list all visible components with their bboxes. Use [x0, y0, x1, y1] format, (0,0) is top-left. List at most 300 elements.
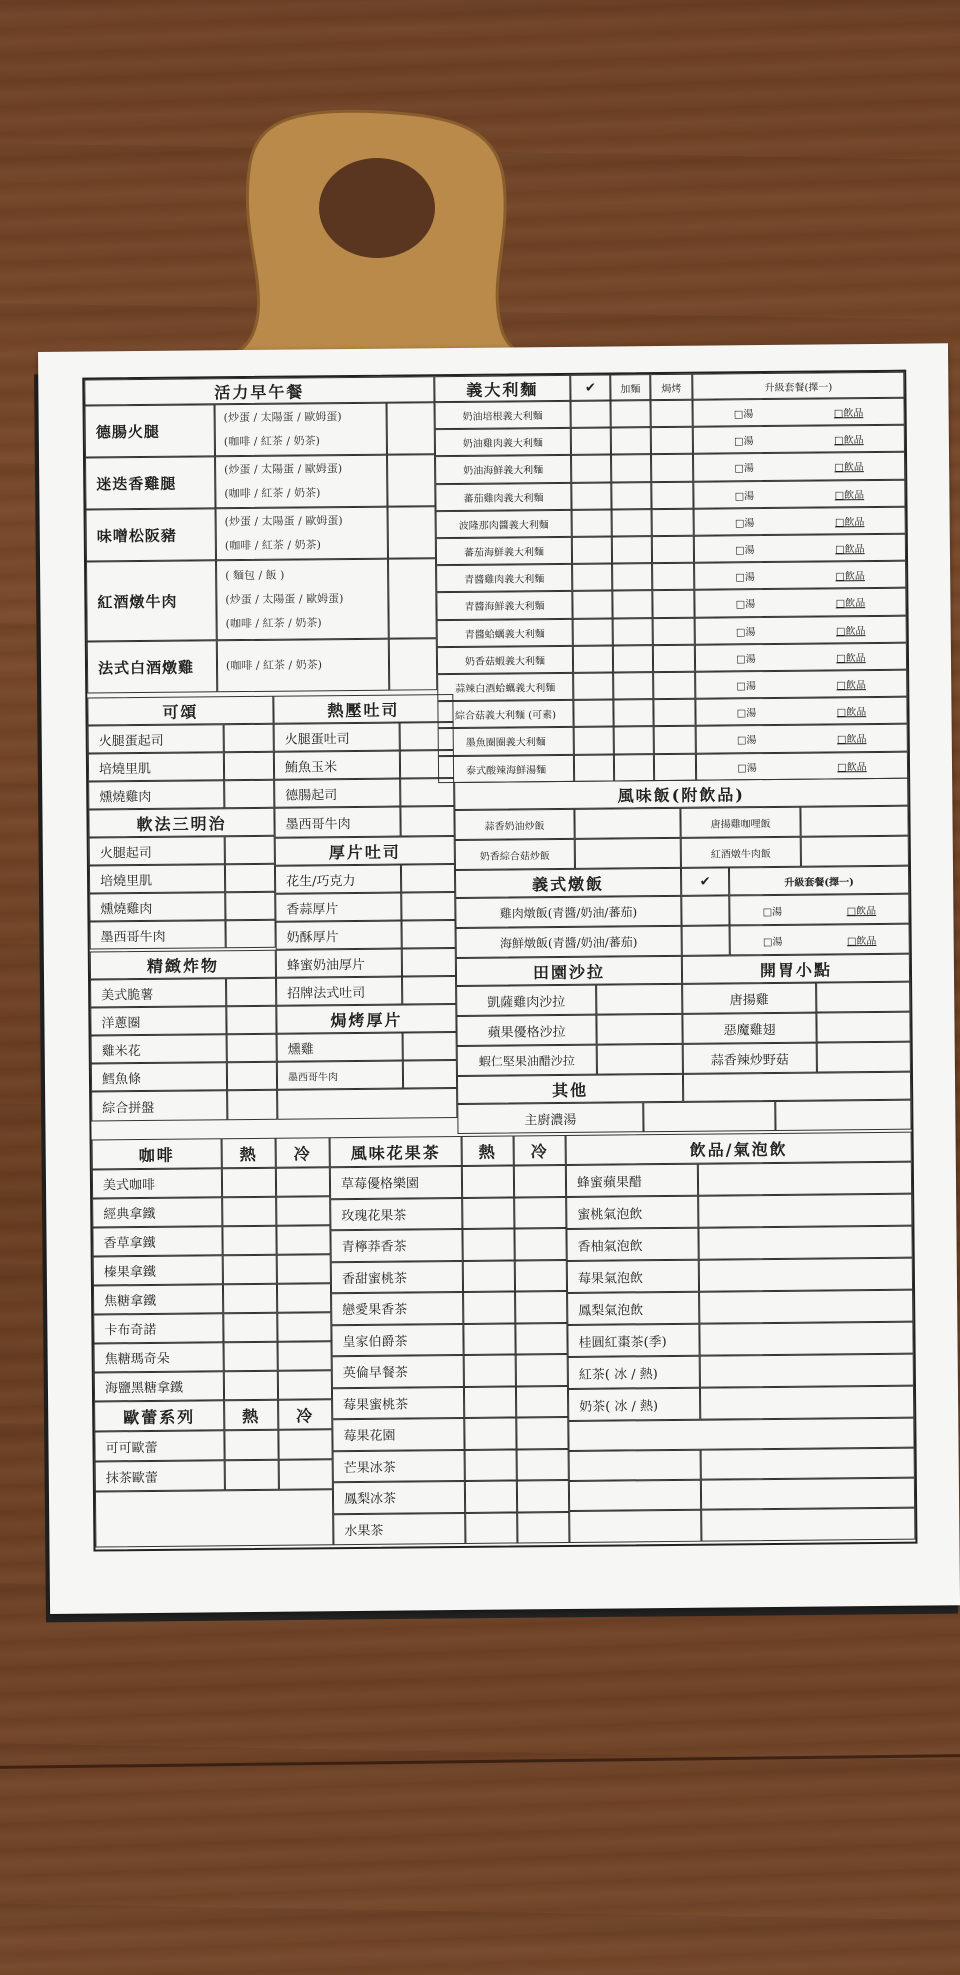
- hot-qty-cell[interactable]: [463, 1291, 515, 1323]
- baked-thick-item: 燻雞: [277, 1033, 403, 1062]
- fruit-tea-item: 莓果蜜桃茶: [332, 1386, 464, 1419]
- fried-item: 綜合拼盤: [91, 1090, 227, 1121]
- baked-cell[interactable]: [652, 563, 694, 591]
- coffee-item: 香草拿鐵: [92, 1226, 222, 1256]
- breakfast-item-name: 法式白酒燉雞: [87, 640, 217, 693]
- baked-cell[interactable]: [653, 672, 695, 700]
- thick-item: 花生/巧克力: [275, 865, 401, 894]
- hot-qty-cell[interactable]: [462, 1165, 514, 1197]
- add-noodle-cell[interactable]: [612, 509, 652, 537]
- cold-qty-cell[interactable]: [514, 1165, 566, 1197]
- pasta-item: 綜合菇義大利麵 (可素): [437, 700, 573, 728]
- drink-item: 蜂蜜蘋果醋: [566, 1164, 698, 1197]
- cold-qty-cell[interactable]: [516, 1417, 568, 1449]
- qty-cell[interactable]: [699, 1322, 913, 1356]
- baked-cell[interactable]: [651, 454, 693, 482]
- upgrade-options[interactable]: □湯 □飲品: [730, 924, 910, 956]
- fruit-tea-item: 莓果花園: [332, 1418, 464, 1451]
- qty-cell[interactable]: [403, 1060, 457, 1089]
- hot-qty-cell[interactable]: [464, 1417, 516, 1449]
- menu-paper: [38, 343, 960, 1614]
- hot-qty-cell[interactable]: [223, 1313, 277, 1343]
- qty-cell[interactable]: [699, 1258, 913, 1292]
- qty-cell[interactable]: [698, 1194, 912, 1228]
- baked-cell[interactable]: [653, 699, 695, 727]
- fruit-tea-item: 水果茶: [333, 1512, 465, 1545]
- check-cell[interactable]: [571, 428, 611, 456]
- thick-item: 奶酥厚片: [275, 921, 401, 950]
- qty-cell[interactable]: [817, 1042, 911, 1073]
- rice-item: 奶香綜合菇炒飯: [455, 839, 575, 870]
- drink-item: 桂圓紅棗茶(季): [567, 1324, 699, 1357]
- blank-cell: [569, 1510, 701, 1543]
- pasta-item: 青醬海鮮義大利麵: [436, 591, 572, 619]
- french-item: 墨西哥牛肉: [89, 920, 225, 949]
- blank-cell: [683, 1072, 911, 1102]
- salad-item: 蘋果優格沙拉: [456, 1015, 596, 1046]
- add-noodle-cell[interactable]: [612, 536, 652, 564]
- upgrade-options[interactable]: [693, 452, 905, 481]
- fruit-tea-header: 風味花果茶: [330, 1136, 462, 1167]
- check-cell[interactable]: [574, 754, 614, 782]
- qty-cell[interactable]: [596, 984, 682, 1015]
- soup-checkbox[interactable]: □湯: [735, 545, 755, 557]
- qty-cell[interactable]: [816, 1012, 910, 1043]
- qty-cell[interactable]: [227, 1034, 277, 1062]
- coffee-col-cold: 冷: [276, 1137, 330, 1168]
- snack-item: 惡魔雞翅: [682, 1013, 816, 1044]
- hot-qty-cell[interactable]: [223, 1284, 277, 1314]
- croissant-header: 可頌: [87, 696, 273, 726]
- coffee-item: 美式咖啡: [92, 1168, 222, 1198]
- baked-thick-header: 焗烤厚片: [276, 1004, 456, 1034]
- upgrade-options[interactable]: [695, 615, 907, 644]
- breakfast-item-options: (炒蛋 / 太陽蛋 / 歐姆蛋) (咖啡 / 紅茶 / 奶茶): [216, 507, 388, 561]
- fruit-tea-item: 皇家伯爵茶: [331, 1323, 463, 1356]
- pasta-item: 波隆那肉醬義大利麵: [436, 510, 572, 538]
- breakfast-qty-cell[interactable]: [388, 506, 436, 558]
- qty-cell[interactable]: [225, 864, 275, 892]
- hot-qty-cell[interactable]: [224, 1430, 278, 1461]
- hotpress-item: 墨西哥牛肉: [274, 807, 400, 838]
- fruit-tea-item: 香甜蜜桃茶: [331, 1260, 463, 1293]
- qty-cell[interactable]: [227, 1090, 277, 1120]
- baked-cell[interactable]: [650, 400, 692, 428]
- cold-qty-cell[interactable]: [277, 1312, 331, 1342]
- qty-cell[interactable]: [698, 1162, 912, 1196]
- qty-cell[interactable]: [698, 1226, 912, 1260]
- drink-checkbox[interactable]: □飲品: [835, 598, 866, 610]
- croissant-item: 培燒里肌: [88, 752, 224, 781]
- add-noodle-cell[interactable]: [611, 482, 651, 510]
- thick-header: 厚片吐司: [275, 836, 455, 866]
- qty-cell[interactable]: [700, 1386, 914, 1420]
- blank-cell: [569, 1480, 701, 1511]
- soup-checkbox[interactable]: □湯: [733, 409, 754, 421]
- add-noodle-cell[interactable]: [613, 699, 653, 727]
- coffee-item: 海鹽黑糖拿鐵: [94, 1371, 224, 1401]
- check-cell[interactable]: [572, 564, 612, 592]
- add-noodle-cell[interactable]: [613, 618, 653, 646]
- upgrade-options[interactable]: □湯 □飲品: [729, 894, 909, 926]
- snack-item: 蒜香辣炒野菇: [683, 1043, 817, 1074]
- hot-qty-cell[interactable]: [464, 1354, 516, 1386]
- coffee-item: 焦糖瑪奇朵: [94, 1342, 224, 1372]
- qty-cell[interactable]: [400, 806, 454, 837]
- drink-checkbox[interactable]: □飲品: [834, 462, 864, 474]
- upgrade-options[interactable]: [695, 697, 907, 726]
- pasta-header: 義大利麵: [434, 375, 570, 402]
- hot-qty-cell[interactable]: [223, 1255, 277, 1285]
- check-cell[interactable]: [682, 925, 730, 955]
- upgrade-options[interactable]: [694, 588, 906, 617]
- baked-cell[interactable]: [654, 726, 696, 754]
- croissant-item: 燻燒雞肉: [88, 780, 224, 809]
- qty-cell[interactable]: [402, 948, 456, 977]
- hot-qty-cell[interactable]: [222, 1197, 276, 1227]
- orleans-col-cold: 冷: [278, 1399, 332, 1430]
- cold-qty-cell[interactable]: [278, 1429, 332, 1460]
- hot-qty-cell[interactable]: [462, 1228, 514, 1260]
- breakfast-item-options: (咖啡 / 紅茶 / 奶茶): [217, 639, 389, 693]
- fruit-tea-item: 鳳梨冰茶: [333, 1481, 465, 1514]
- croissant-item: 火腿蛋起司: [88, 724, 224, 753]
- blank-cell: [95, 1489, 334, 1547]
- check-cell[interactable]: [681, 895, 729, 925]
- add-noodle-cell[interactable]: [612, 591, 652, 619]
- qty-cell[interactable]: [643, 1101, 775, 1132]
- upgrade-options[interactable]: [694, 506, 906, 535]
- qty-cell[interactable]: [801, 836, 909, 867]
- soup-checkbox[interactable]: □湯: [734, 436, 754, 448]
- cold-qty-cell[interactable]: [515, 1291, 567, 1323]
- qty-cell[interactable]: [402, 976, 456, 1005]
- cold-qty-cell[interactable]: [278, 1341, 332, 1371]
- fruit-tea-item: 草莓優格樂園: [330, 1166, 462, 1199]
- baked-cell[interactable]: [653, 617, 695, 645]
- check-cell[interactable]: [572, 509, 612, 537]
- soup-checkbox[interactable]: □湯: [734, 490, 755, 503]
- soup-checkbox[interactable]: □湯: [735, 599, 756, 611]
- qty-cell[interactable]: [699, 1290, 913, 1324]
- check-cell[interactable]: [571, 455, 611, 483]
- add-noodle-cell[interactable]: [613, 672, 653, 700]
- pasta-col-baked: 焗烤: [650, 374, 692, 400]
- fruit-tea-item: 戀愛果香茶: [331, 1292, 463, 1325]
- qty-cell[interactable]: [226, 1006, 276, 1034]
- qty-cell[interactable]: [226, 978, 276, 1006]
- drink-checkbox[interactable]: □飲品: [837, 761, 867, 774]
- blank-cell: [701, 1478, 915, 1510]
- menu-order-sheet: [82, 370, 917, 1552]
- salad-item: 蝦仁堅果油醋沙拉: [457, 1045, 597, 1076]
- cold-qty-cell[interactable]: [276, 1167, 330, 1197]
- qty-cell[interactable]: [225, 836, 275, 864]
- hot-qty-cell[interactable]: [465, 1480, 517, 1512]
- add-noodle-cell[interactable]: [610, 400, 650, 428]
- add-noodle-cell[interactable]: [611, 427, 651, 455]
- add-noodle-cell[interactable]: [611, 455, 651, 483]
- drink-item: 奶茶( 冰 / 熱): [568, 1388, 700, 1421]
- pasta-item: 奶油雞肉義大利麵: [435, 428, 571, 456]
- soup-checkbox[interactable]: □湯: [735, 626, 756, 639]
- baked-cell[interactable]: [651, 481, 693, 509]
- others-header: 其他: [457, 1074, 683, 1104]
- pasta-item: 青醬雞肉義大利麵: [436, 564, 572, 592]
- soup-checkbox[interactable]: □湯: [736, 735, 757, 747]
- blank-cell: [277, 1088, 457, 1120]
- breakfast-item-options: ( 麵包 / 飯 ) (炒蛋 / 太陽蛋 / 歐姆蛋) (咖啡 / 紅茶 / 奶茶): [216, 559, 389, 641]
- add-noodle-cell[interactable]: [614, 754, 654, 782]
- pasta-item: 奶油培根義大利麵: [435, 401, 571, 429]
- pasta-col-upgrade: 升級套餐(擇一): [692, 372, 904, 400]
- drink-item: 莓果氣泡飲: [567, 1260, 699, 1293]
- qty-cell[interactable]: [574, 808, 680, 839]
- coffee-header: 咖啡: [92, 1138, 222, 1169]
- baked-cell[interactable]: [653, 645, 695, 673]
- drink-checkbox[interactable]: □飲品: [834, 516, 865, 529]
- soup-checkbox[interactable]: □湯: [735, 572, 755, 584]
- coffee-item: 卡布奇諾: [93, 1313, 223, 1343]
- drink-checkbox[interactable]: □飲品: [834, 489, 865, 502]
- check-cell[interactable]: [572, 591, 612, 619]
- hot-qty-cell[interactable]: [465, 1512, 517, 1544]
- breakfast-qty-cell[interactable]: [387, 454, 435, 506]
- pasta-item: 墨魚圈圈義大利麵: [438, 727, 574, 755]
- qty-cell[interactable]: [401, 892, 455, 921]
- hot-qty-cell[interactable]: [225, 1460, 279, 1491]
- drink-checkbox[interactable]: □飲品: [833, 408, 864, 420]
- cutting-board-handle: [80, 108, 640, 368]
- salad-header: 田園沙拉: [456, 956, 682, 986]
- qty-cell[interactable]: [401, 864, 455, 893]
- check-cell[interactable]: [572, 537, 612, 565]
- breakfast-item-name: 紅酒燉牛肉: [86, 560, 217, 641]
- thick-item: 招牌法式吐司: [276, 977, 402, 1006]
- thick-item: 香蒜厚片: [275, 893, 401, 922]
- baked-thick-item: 墨西哥牛肉: [277, 1061, 403, 1090]
- hot-qty-cell[interactable]: [465, 1449, 517, 1481]
- french-item: 燻燒雞肉: [89, 892, 225, 921]
- fruit-tea-item: 英倫早餐茶: [332, 1355, 464, 1388]
- hot-qty-cell[interactable]: [463, 1260, 515, 1292]
- soup-checkbox[interactable]: □湯: [736, 654, 756, 666]
- fried-item: 鱈魚條: [91, 1062, 227, 1091]
- qty-cell[interactable]: [225, 892, 275, 920]
- soup-checkbox[interactable]: □湯: [734, 518, 755, 530]
- qty-cell[interactable]: [227, 1062, 277, 1090]
- cold-qty-cell[interactable]: [517, 1480, 569, 1512]
- drink-item: 香柚氣泡飲: [566, 1228, 698, 1261]
- fried-header: 精緻炸物: [90, 950, 276, 980]
- upgrade-options[interactable]: [695, 670, 907, 699]
- hot-qty-cell[interactable]: [224, 1371, 278, 1401]
- soup-checkbox[interactable]: □湯: [736, 681, 757, 693]
- stew-upgrade-header: 升級套餐(擇一): [729, 866, 909, 896]
- upgrade-options[interactable]: [694, 534, 906, 563]
- add-noodle-cell[interactable]: [612, 563, 652, 591]
- blank-cell: [569, 1450, 701, 1481]
- hot-qty-cell[interactable]: [462, 1197, 514, 1229]
- fried-item: 洋蔥圈: [90, 1006, 226, 1035]
- add-noodle-cell[interactable]: [613, 645, 653, 673]
- add-noodle-cell[interactable]: [614, 726, 654, 754]
- qty-cell[interactable]: [401, 920, 455, 949]
- drinks-header: 飲品/氣泡飲: [566, 1132, 912, 1165]
- blank-cell: [701, 1508, 915, 1542]
- fruit-tea-col-cold: 冷: [514, 1135, 566, 1165]
- drink-checkbox[interactable]: □飲品: [836, 680, 867, 692]
- qty-cell[interactable]: [224, 724, 274, 752]
- french-header: 軟法三明治: [88, 808, 274, 838]
- qty-cell[interactable]: [224, 780, 274, 808]
- breakfast-qty-cell[interactable]: [389, 638, 437, 690]
- cold-qty-cell[interactable]: [514, 1228, 566, 1260]
- french-item: 培燒里肌: [89, 864, 225, 893]
- pasta-item: 奶香菇蝦義大利麵: [437, 646, 573, 674]
- coffee-item: 經典拿鐵: [92, 1197, 222, 1227]
- cold-qty-cell[interactable]: [277, 1254, 331, 1284]
- drink-checkbox[interactable]: □飲品: [836, 707, 867, 719]
- hot-qty-cell[interactable]: [222, 1168, 276, 1198]
- rice-item: 唐揚雞咖哩飯: [680, 807, 800, 838]
- qty-cell[interactable]: [596, 1014, 682, 1045]
- orleans-header: 歐蕾系列: [94, 1400, 224, 1431]
- qty-cell[interactable]: [816, 982, 910, 1013]
- fried-item: 美式脆薯: [90, 978, 226, 1007]
- cold-qty-cell[interactable]: [279, 1459, 333, 1490]
- breakfast-item-options: (炒蛋 / 太陽蛋 / 歐姆蛋) (咖啡 / 紅茶 / 奶茶): [215, 455, 387, 509]
- hot-qty-cell[interactable]: [464, 1386, 516, 1418]
- upgrade-options[interactable]: [692, 398, 904, 427]
- breakfast-item-name: 德腸火腿: [85, 404, 215, 457]
- pasta-item: 蒜辣白酒蛤蠣義大利麵: [437, 673, 573, 701]
- breakfast-item-name: 迷迭香雞腿: [85, 456, 215, 509]
- qty-cell[interactable]: [403, 1032, 457, 1061]
- cold-qty-cell[interactable]: [517, 1511, 569, 1543]
- check-cell[interactable]: [573, 645, 613, 673]
- rice-header: 風味飯(附飲品): [454, 778, 908, 810]
- check-cell[interactable]: [573, 618, 613, 646]
- breakfast-item-name: 味噌松阪豬: [86, 508, 216, 561]
- pasta-col-add-noodle: 加麵: [610, 374, 650, 400]
- cold-qty-cell[interactable]: [517, 1448, 569, 1480]
- soup-checkbox[interactable]: □湯: [736, 708, 757, 720]
- others-item: 主廚濃湯: [457, 1102, 643, 1134]
- baked-cell[interactable]: [654, 753, 696, 781]
- cold-qty-cell[interactable]: [276, 1196, 330, 1226]
- drink-checkbox[interactable]: □飲品: [835, 544, 865, 556]
- rice-item: 紅酒燉牛肉飯: [681, 837, 801, 868]
- drink-checkbox[interactable]: □飲品: [836, 734, 867, 746]
- drink-item: 鳳梨氣泡飲: [567, 1292, 699, 1325]
- stew-item: 海鮮燉飯(青醬/奶油/蕃茄): [456, 926, 682, 958]
- qty-cell[interactable]: [700, 1354, 914, 1388]
- hot-qty-cell[interactable]: [222, 1226, 276, 1256]
- check-cell[interactable]: [573, 700, 613, 728]
- qty-cell[interactable]: [597, 1044, 683, 1075]
- drink-checkbox[interactable]: □飲品: [835, 625, 866, 638]
- hot-qty-cell[interactable]: [224, 1342, 278, 1372]
- cold-qty-cell[interactable]: [516, 1354, 568, 1386]
- orleans-col-hot: 熱: [224, 1400, 278, 1431]
- blank-cell: [775, 1100, 911, 1131]
- stew-item: 雞肉燉飯(青醬/奶油/蕃茄): [455, 896, 681, 928]
- fruit-tea-col-hot: 熱: [462, 1135, 514, 1165]
- upgrade-options[interactable]: [695, 642, 907, 671]
- check-cell[interactable]: [574, 727, 614, 755]
- cold-qty-cell[interactable]: [276, 1225, 330, 1255]
- cold-qty-cell[interactable]: [515, 1259, 567, 1291]
- cold-qty-cell[interactable]: [515, 1322, 567, 1354]
- qty-cell[interactable]: [225, 920, 275, 948]
- upgrade-options[interactable]: [694, 561, 906, 590]
- hotpress-item: 火腿蛋吐司: [274, 723, 400, 752]
- snack-item: 唐揚雞: [682, 983, 816, 1014]
- french-item: 火腿起司: [89, 836, 225, 865]
- check-cell[interactable]: [571, 482, 611, 510]
- qty-cell[interactable]: [575, 838, 681, 869]
- pasta-item: 青醬蛤蠣義大利麵: [437, 618, 573, 646]
- baked-cell[interactable]: [651, 427, 693, 455]
- snacks-header: 開胃小點: [682, 954, 910, 984]
- board-hole: [319, 158, 435, 258]
- table-crack: [0, 1754, 960, 1769]
- soup-checkbox[interactable]: □湯: [737, 762, 757, 774]
- breakfast-header: 活力早午餐: [84, 376, 434, 405]
- cold-qty-cell[interactable]: [516, 1385, 568, 1417]
- cold-qty-cell[interactable]: [277, 1283, 331, 1313]
- qty-cell[interactable]: [400, 778, 454, 807]
- qty-cell[interactable]: [400, 722, 454, 751]
- check-icon: ✔: [570, 375, 610, 401]
- upgrade-options[interactable]: [696, 724, 908, 753]
- stew-header: 義式燉飯: [455, 868, 681, 898]
- qty-cell[interactable]: [224, 752, 274, 780]
- orleans-item: 可可歐蕾: [94, 1430, 224, 1461]
- hot-qty-cell[interactable]: [463, 1323, 515, 1355]
- baked-cell[interactable]: [652, 536, 694, 564]
- baked-cell[interactable]: [652, 509, 694, 537]
- pasta-item: 蕃茄海鮮義大利麵: [436, 537, 572, 565]
- drink-checkbox[interactable]: □飲品: [834, 435, 864, 447]
- check-cell[interactable]: [573, 672, 613, 700]
- breakfast-qty-cell[interactable]: [388, 558, 437, 638]
- check-icon: ✔: [681, 867, 729, 895]
- drink-checkbox[interactable]: □飲品: [835, 571, 865, 583]
- upgrade-options[interactable]: [696, 751, 908, 780]
- coffee-col-hot: 熱: [222, 1138, 276, 1169]
- cold-qty-cell[interactable]: [514, 1196, 566, 1228]
- upgrade-options[interactable]: [693, 479, 905, 508]
- check-cell[interactable]: [570, 401, 610, 429]
- coffee-item: 焦糖拿鐵: [93, 1284, 223, 1314]
- qty-cell[interactable]: [400, 750, 454, 779]
- qty-cell[interactable]: [800, 806, 908, 837]
- upgrade-options[interactable]: [693, 425, 905, 454]
- breakfast-qty-cell[interactable]: [387, 402, 435, 454]
- soup-checkbox[interactable]: □湯: [734, 463, 754, 475]
- pasta-item: 泰式酸辣海鮮湯麵: [438, 754, 574, 782]
- pasta-item: 奶油海鮮義大利麵: [435, 455, 571, 483]
- fruit-tea-item: 青檸莽香茶: [330, 1229, 462, 1262]
- cold-qty-cell[interactable]: [278, 1370, 332, 1400]
- rice-item: 蒜香奶油炒飯: [454, 809, 574, 840]
- blank-cell: [701, 1448, 915, 1480]
- drink-checkbox[interactable]: □飲品: [836, 652, 866, 665]
- baked-cell[interactable]: [652, 590, 694, 618]
- hotpress-item: 德腸起司: [274, 779, 400, 808]
